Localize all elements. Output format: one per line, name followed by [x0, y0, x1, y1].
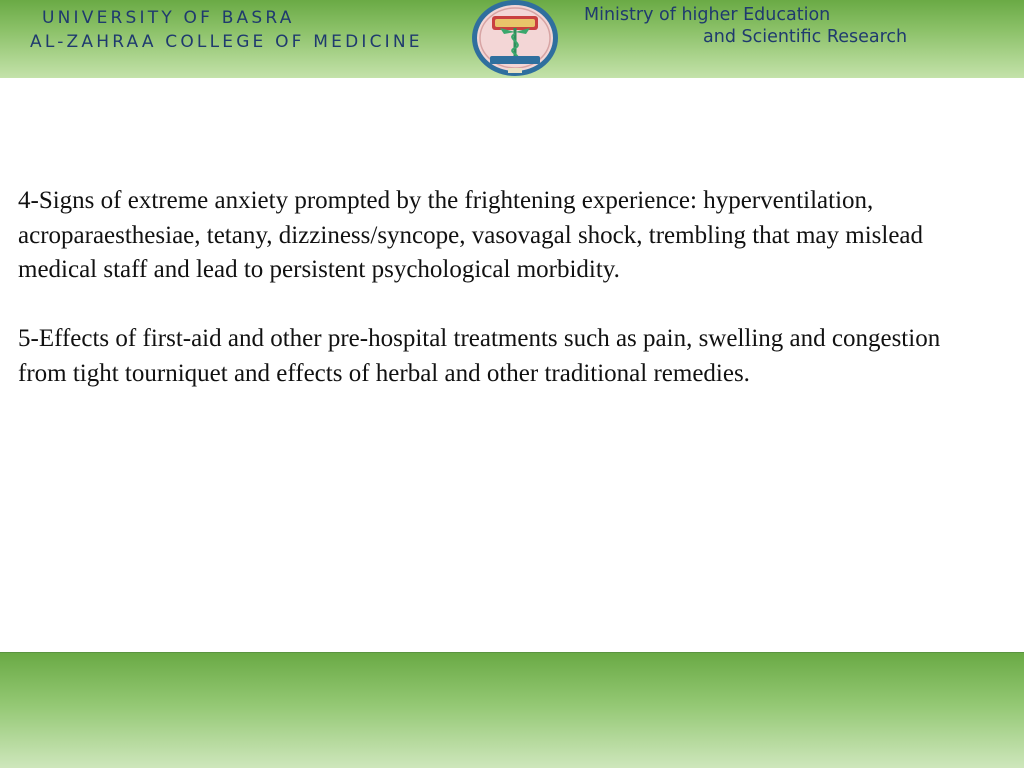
paragraph-first-aid-effects: 5-Effects of first-aid and other pre-hospital treatments such as pain, swelling and congestion from tight tourniquet and effects of herbal and other traditional remedies. — [18, 325, 941, 387]
university-name: UNIVERSITY OF BASRA — [42, 8, 295, 28]
ministry-line-1: Ministry of higher Education — [584, 5, 831, 25]
paragraph-spacer — [18, 288, 978, 323]
paragraph-anxiety-signs: 4-Signs of extreme anxiety prompted by the frightening experience: hyperventilation, acroparaesthesiae, tetany, dizziness/syncope, vasovagal shock, trembling that may mislead medical staff and lead to persistent psychological morbidity. — [18, 187, 924, 283]
footer-banner — [0, 652, 1024, 768]
college-name: AL-ZAHRAA COLLEGE OF MEDICINE — [30, 32, 423, 52]
ministry-line-2: and Scientific Research — [703, 27, 908, 47]
slide-body — [18, 184, 978, 391]
header-banner — [0, 0, 1024, 78]
college-seal-icon — [470, 0, 560, 78]
